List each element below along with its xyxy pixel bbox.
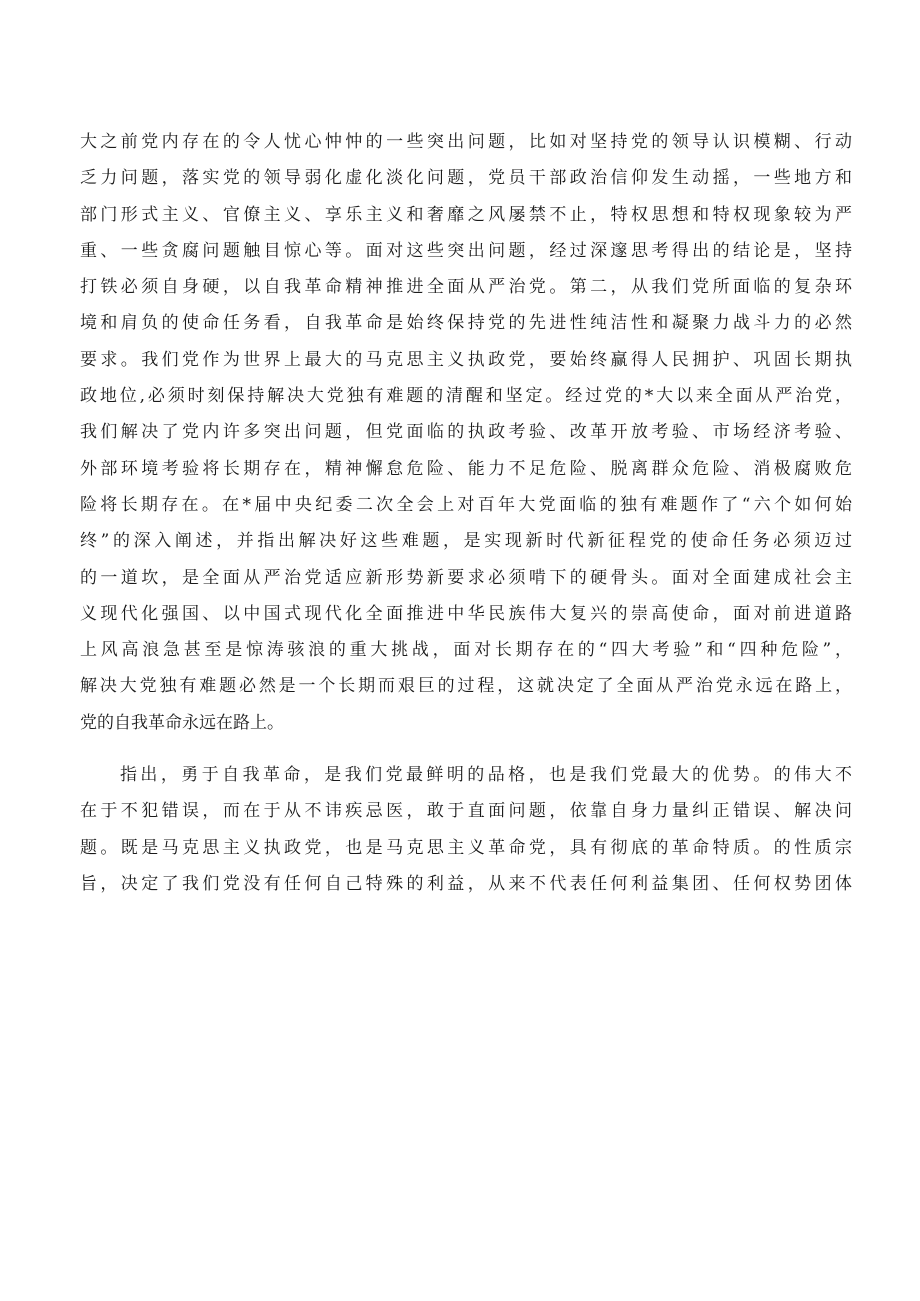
text-line: 我们解决了党内许多突出问题，但党面临的执政考验、改革开放考验、市场经济考验、 — [80, 422, 852, 443]
text-line: 打铁必须自身硬，以自我革命精神推进全面从严治党。第二，从我们党所面临的复杂环 — [80, 277, 852, 298]
text-line: 解决大党独有难题必然是一个长期而艰巨的过程，这就决定了全面从严治党永远在路上， — [80, 676, 852, 697]
text-line: 党的自我革命永远在路上。 — [80, 712, 284, 733]
text-line: 义现代化强国、以中国式现代化全面推进中华民族伟大复兴的崇高使命，面对前进道路 — [80, 603, 852, 624]
text-line: 政地位,必须时刻保持解决大党独有难题的清醒和坚定。经过党的*大以来全面从严治党， — [80, 386, 852, 407]
text-line: 乏力问题，落实党的领导弱化虚化淡化问题，党员干部政治信仰发生动摇，一些地方和 — [80, 168, 852, 189]
paragraph-1 — [80, 124, 852, 741]
paragraph-spacer — [80, 741, 852, 757]
text-line: 上风高浪急甚至是惊涛骇浪的重大挑战，面对长期存在的“四大考验”和“四种危险”， — [80, 640, 852, 661]
text-line: 题。既是马克思主义执政党，也是马克思主义革命党，具有彻底的革命特质。的性质宗 — [80, 837, 852, 858]
text-line: 在于不犯错误，而在于从不讳疾忌医，敢于直面问题，依靠自身力量纠正错误、解决问 — [80, 801, 852, 822]
text-line: 境和肩负的使命任务看，自我革命是始终保持党的先进性纯洁性和凝聚力战斗力的必然 — [80, 313, 852, 334]
text-line: 大之前党内存在的令人忧心忡忡的一些突出问题，比如对坚持党的领导认识模糊、行动 — [80, 132, 852, 152]
paragraph-2 — [80, 757, 852, 902]
text-line: 部门形式主义、官僚主义、享乐主义和奢靡之风屡禁不止，特权思想和特权现象较为严 — [80, 204, 852, 225]
document-body — [80, 124, 852, 902]
text-line: 重、一些贪腐问题触目惊心等。面对这些突出问题，经过深邃思考得出的结论是，坚持 — [80, 240, 852, 261]
text-line: 的一道坎，是全面从严治党适应新形势新要求必须啃下的硬骨头。面对全面建成社会主 — [80, 567, 852, 588]
text-line: 险将长期存在。在*届中央纪委二次全会上对百年大党面临的独有难题作了“六个如何始 — [80, 494, 852, 515]
text-line: 要求。我们党作为世界上最大的马克思主义执政党，要始终赢得人民拥护、巩固长期执 — [80, 349, 852, 370]
text-line: 终”的深入阐述，并指出解决好这些难题，是实现新时代新征程党的使命任务必须迈过 — [80, 531, 852, 552]
text-line: 指出，勇于自我革命，是我们党最鲜明的品格，也是我们党最大的优势。的伟大不 — [120, 765, 852, 786]
text-line: 外部环境考验将长期存在，精神懈怠危险、能力不足危险、脱离群众危险、消极腐败危 — [80, 458, 852, 479]
text-line: 旨，决定了我们党没有任何自己特殊的利益，从来不代表任何利益集团、任何权势团体 — [80, 873, 852, 894]
